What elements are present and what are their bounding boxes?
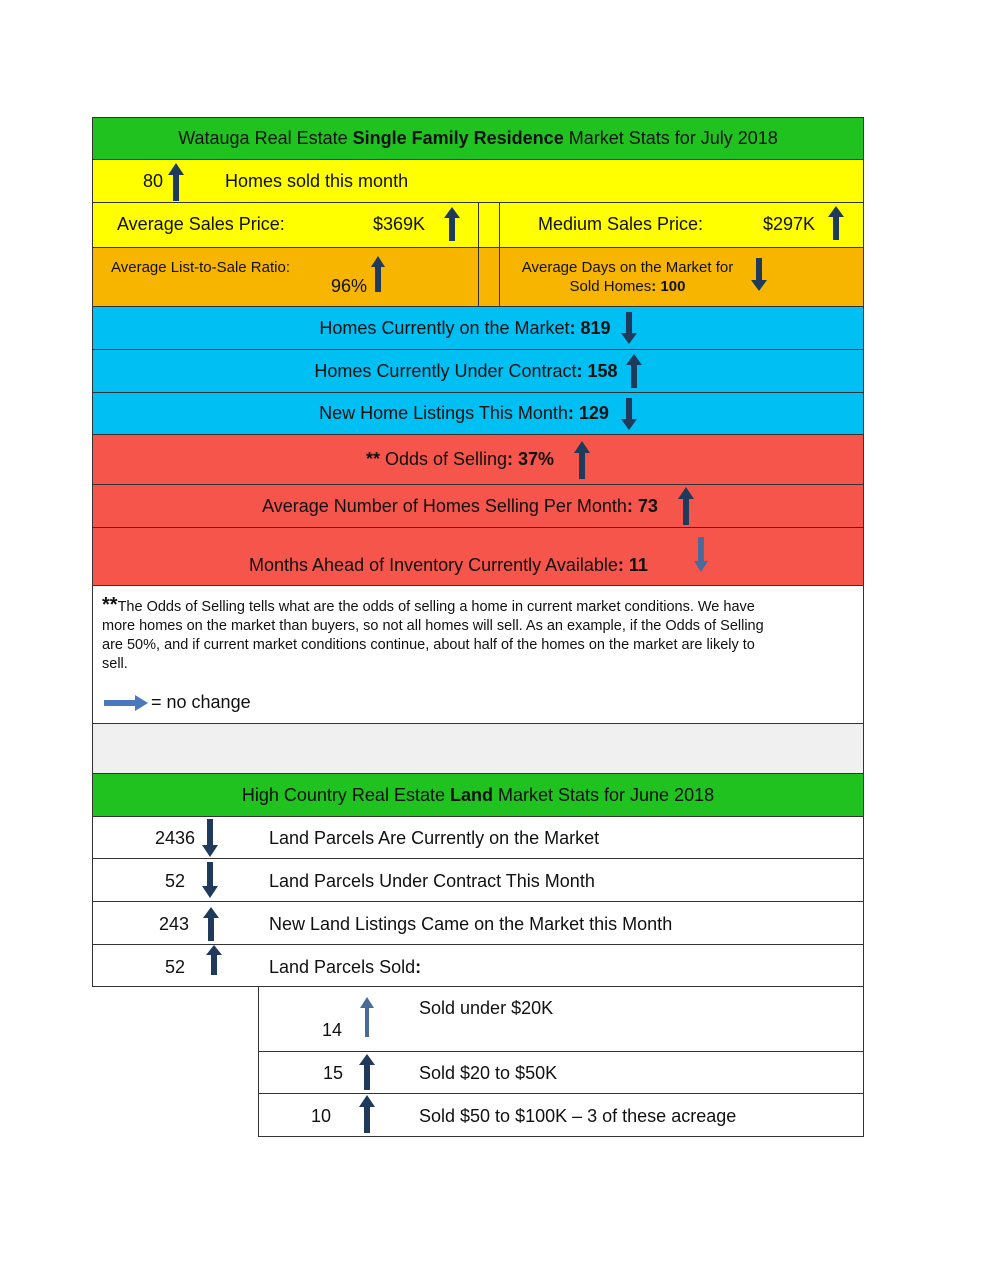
arrow-up-icon [203,907,219,941]
land-row-value: 52 [165,871,186,891]
ratio-value: 96% [331,276,368,296]
ratio-cell [92,247,479,307]
homes-sold-label: Homes sold this month [225,171,409,191]
sold-row [258,1051,864,1094]
under-contract-text: Homes Currently Under Contract: 158 [314,360,618,381]
sfr-title: Watauga Real Estate Single Family Residence Market Stats for July 2018 [178,128,778,148]
land-row-value: 243 [159,914,190,934]
med-price-label: Medium Sales Price: [538,214,704,234]
avg-selling-row [92,484,864,528]
land-row-label: Land Parcels Under Contract This Month [269,871,595,891]
dom-cell [499,247,864,307]
arrow-up-icon [574,441,590,479]
sold-row-value: 14 [322,1020,343,1040]
arrow-down-icon [202,819,218,857]
arrow-down-icon [751,258,767,291]
arrow-up-icon [371,256,385,292]
sold-row-label: Sold $50 to $100K – 3 of these acreage [419,1106,737,1126]
homes-sold-row [92,159,864,203]
land-title: High Country Real Estate Land Market Stats for June 2018 [241,784,715,805]
odds-row [92,434,864,485]
arrow-down-icon [621,312,637,344]
land-row [92,901,864,945]
on-market-text: Homes Currently on the Market: 819 [319,317,611,338]
sfr-title-row [92,117,864,160]
avg-selling-text: Average Number of Homes Selling Per Month: 73 [262,495,658,516]
land-row-label: Land Parcels Sold: [269,957,422,977]
avg-price-label: Average Sales Price: [117,214,285,234]
note-text: **The Odds of Selling tells what are the odds of selling a home in current market conditions. We have more homes on the market than buyers, so not all homes will sell. As an example, if the Odds of Selling are 50%, and if current market conditions continue, about half of the homes on the market are likely to sell. [102,594,764,672]
note-box [92,585,864,724]
med-price-value: $297K [763,214,816,234]
land-row [92,858,864,902]
under-contract-row [92,349,864,393]
homes-sold-value: 80 [143,171,164,191]
arrow-up-icon [360,997,374,1037]
arrow-up-icon [626,354,642,388]
months-text: Months Ahead of Inventory Currently Available: 11 [249,555,648,575]
dom-label: Average Days on the Market for Sold Homes: 100 [521,259,734,295]
arrow-up-icon [206,945,222,975]
sold-row-value: 10 [311,1106,332,1126]
arrow-up-icon [359,1054,375,1090]
sold-row-label: Sold under $20K [419,998,554,1018]
sold-row-label: Sold $20 to $50K [419,1063,558,1083]
divider-gap [478,202,500,248]
spacer-row [92,723,864,774]
avg-price-cell [92,202,479,248]
land-row-label: Land Parcels Are Currently on the Market [269,828,600,848]
land-row [92,816,864,859]
arrow-down-icon [694,537,708,572]
odds-text: ** Odds of Selling: 37% [365,449,555,469]
arrow-right-icon [104,695,148,711]
no-change-legend: = no change [151,692,251,712]
avg-price-value: $369K [373,214,426,234]
new-listings-row [92,392,864,435]
new-listings-text: New Home Listings This Month: 129 [319,403,609,423]
divider-gap [478,247,500,307]
arrow-up-icon [678,487,694,525]
ratio-label: Average List-to-Sale Ratio: [111,259,290,276]
land-row-value: 52 [165,957,186,977]
arrow-up-icon [359,1095,375,1133]
arrow-down-icon [621,398,637,430]
sold-row [258,1093,864,1137]
arrow-up-icon [828,206,844,240]
arrow-up-icon [444,207,460,241]
months-row [92,527,864,586]
sold-row [258,986,864,1052]
sold-row-value: 15 [323,1063,344,1083]
land-row [92,944,864,987]
land-title-row [92,773,864,817]
arrow-up-icon [168,163,184,201]
land-row-label: New Land Listings Came on the Market this Month [269,914,673,934]
land-row-value: 2436 [155,828,196,848]
med-price-cell [499,202,864,248]
on-market-row [92,306,864,350]
arrow-down-icon [202,862,218,898]
